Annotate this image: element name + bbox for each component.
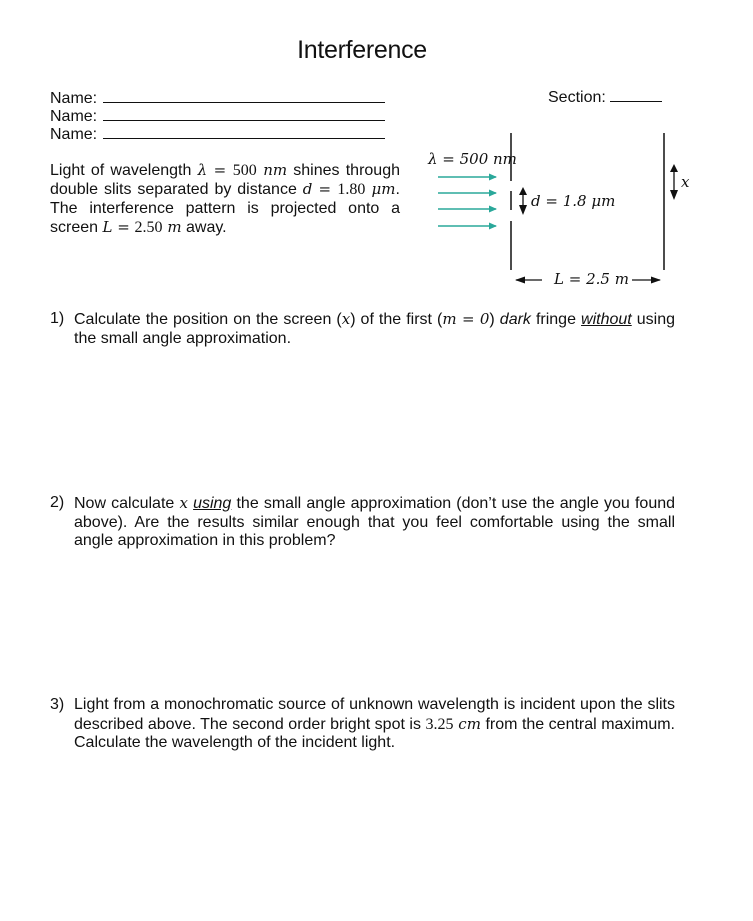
- question-3: [50, 696, 675, 753]
- x-double-arrow: [670, 164, 678, 200]
- double-slit-diagram: [420, 120, 710, 300]
- text: fringe: [530, 311, 582, 328]
- question-text: [74, 310, 675, 348]
- section-row: [548, 87, 662, 107]
- math-x: x: [341, 310, 351, 328]
- name-row-1: [50, 88, 385, 108]
- intro-text: . The interference pattern is projected onto a screen: [50, 181, 400, 236]
- emphasis-dark: dark: [499, 311, 531, 328]
- name-row-3: [50, 124, 385, 144]
- intro-text: shines through double slits separated by distance: [50, 162, 400, 198]
- name-label: Name:: [50, 108, 98, 125]
- x-label-text: x: [681, 173, 690, 191]
- question-number: 2): [50, 494, 65, 511]
- section-field[interactable]: [610, 87, 662, 102]
- text: ) of the first (: [350, 311, 443, 328]
- math-m: m = 0: [442, 310, 490, 328]
- text: ): [489, 311, 500, 328]
- light-ray-arrows: [438, 177, 496, 226]
- wavelength-label: [428, 150, 517, 169]
- question-text: [74, 494, 675, 551]
- wavelength-label-text: λ = 500 nm: [428, 150, 517, 168]
- question-number: 1): [50, 310, 65, 327]
- text: Light from a monochromatic source of unknown wavelength is incident upon the slits described above. The second order bright spot is: [74, 696, 675, 733]
- distance-unit: cm: [453, 714, 481, 733]
- distance-label: [554, 270, 629, 289]
- problem-statement: [50, 161, 400, 237]
- text: Now calculate: [74, 495, 180, 512]
- lambda-unit: nm: [256, 161, 288, 179]
- text: Calculate the position on the screen (: [74, 311, 342, 328]
- math-x: x: [179, 494, 188, 512]
- distance-label-text: L = 2.5 m: [554, 270, 629, 288]
- intro-text: away.: [181, 219, 227, 236]
- text: from the central maximum. Calculate the wavelength of the incident light.: [74, 715, 675, 751]
- question-2: [50, 494, 675, 551]
- lambda-value: 500: [232, 162, 257, 179]
- name-row-2: [50, 106, 385, 126]
- name-field-2[interactable]: [103, 106, 385, 121]
- emphasis-without: without: [581, 311, 632, 328]
- section-label: Section:: [548, 89, 606, 106]
- d-value: 1.80: [337, 181, 366, 198]
- L-value: 2.50: [134, 219, 163, 236]
- name-field-3[interactable]: [103, 124, 385, 139]
- name-field-1[interactable]: [103, 88, 385, 103]
- intro-text: Light of wavelength: [50, 162, 198, 179]
- name-label: Name:: [50, 90, 98, 107]
- slit-separation-label: [531, 192, 615, 211]
- lambda-symbol: λ =: [197, 161, 233, 179]
- slit-separation-label-text: d = 1.8 μm: [531, 192, 616, 210]
- question-number: 3): [50, 696, 65, 713]
- emphasis-using: using: [193, 495, 232, 512]
- name-label: Name:: [50, 126, 98, 143]
- L-unit: m: [162, 218, 182, 236]
- question-text: [74, 696, 675, 753]
- x-label: [681, 173, 689, 192]
- question-1: [50, 310, 675, 348]
- d-unit: μm: [365, 180, 396, 198]
- page-title: Interference: [297, 36, 427, 64]
- text: the small angle approximation (don’t use the angle you found above). Are the results similar enough that you feel comfortable using the small angle approximation in this problem?: [74, 495, 676, 549]
- d-double-arrow: [519, 187, 527, 215]
- text: using the small angle approximation.: [74, 311, 676, 347]
- L-symbol: L =: [102, 218, 135, 236]
- distance-value: 3.25: [425, 715, 454, 733]
- d-symbol: d =: [302, 180, 338, 198]
